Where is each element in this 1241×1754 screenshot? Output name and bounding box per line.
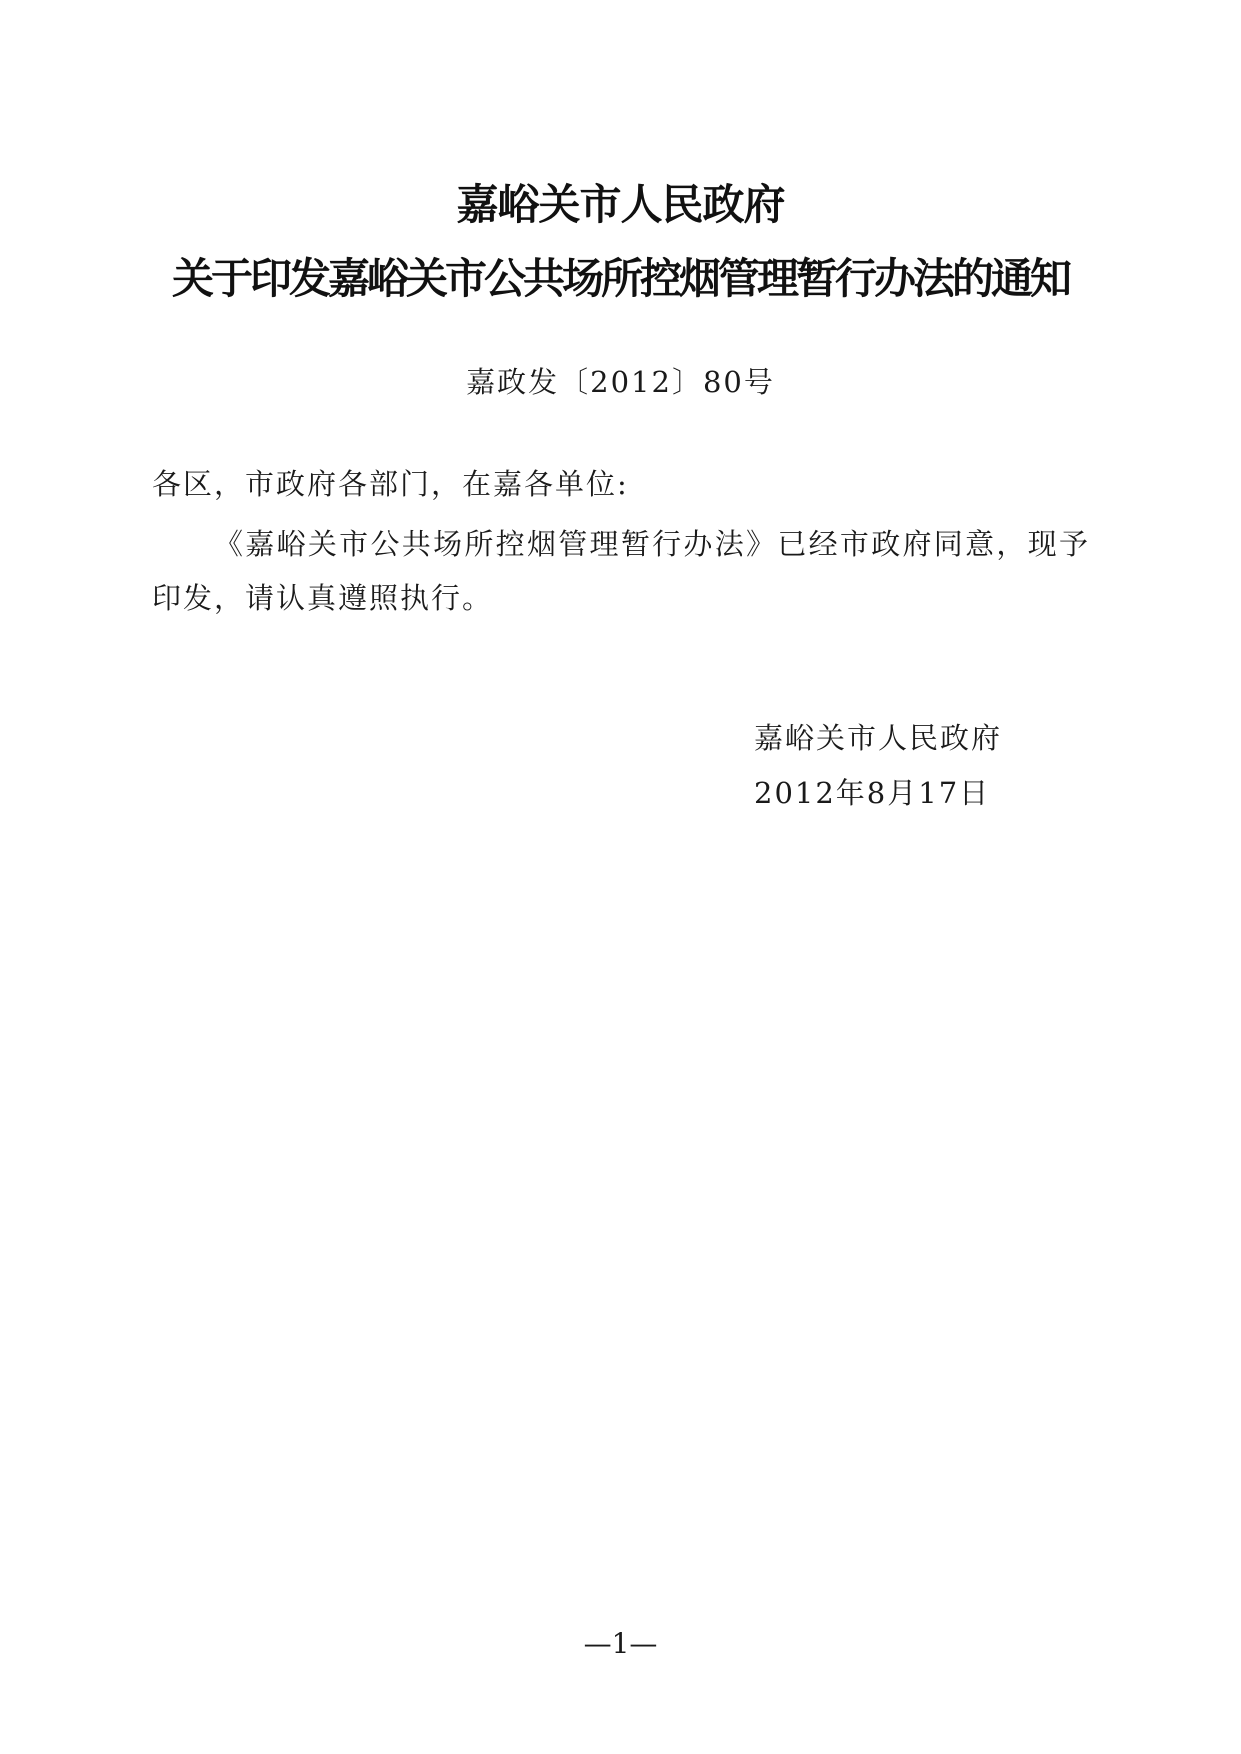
signature-organization: 嘉峪关市人民政府: [754, 721, 1003, 755]
page-number: —1—: [583, 1627, 658, 1660]
title-line-1: 嘉峪关市人民政府: [456, 180, 785, 229]
title-line-2: 关于印发嘉峪关市公共场所控烟管理暂行办法的通知: [171, 254, 1069, 303]
salutation: 各区，市政府各部门，在嘉各单位:: [152, 467, 629, 501]
document-number: 嘉政发〔2012〕80号: [466, 365, 775, 399]
signature-date: 2012年8月17日: [754, 776, 991, 810]
body-paragraph: 《嘉峪关市公共场所控烟管理暂行办法》已经市政府同意，现予印发，请认真遵照执行。: [152, 527, 1090, 615]
